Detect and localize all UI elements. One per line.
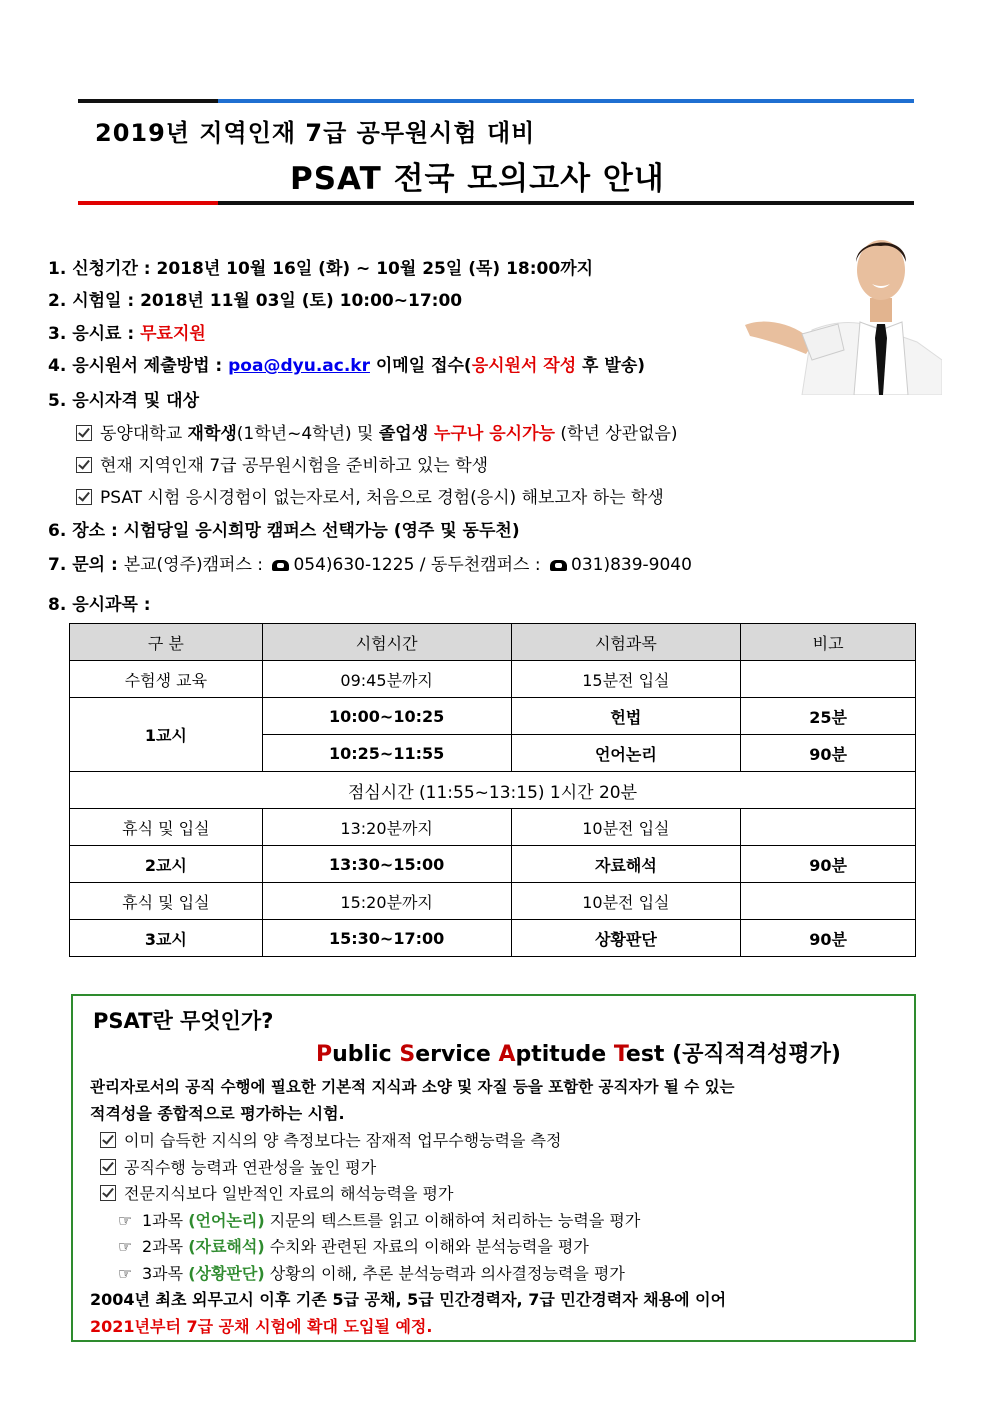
psat-desc-2: 적격성을 종합적으로 평가하는 시험. — [90, 1104, 345, 1123]
word-est: est (공직적격성평가) — [625, 1042, 841, 1067]
table-row — [70, 698, 916, 735]
q1-f: (학년 상관없음) — [554, 424, 678, 444]
cap-s: S — [399, 1042, 416, 1067]
table-cell: 언어논리 — [511, 735, 741, 772]
word-ervice: ervice — [415, 1042, 499, 1067]
q1-e: 누구나 응시가능 — [428, 424, 555, 444]
presenter-illustration — [742, 230, 942, 395]
table-header: 구 분 — [70, 624, 263, 661]
contact-label: 7. 문의 : — [48, 555, 124, 575]
schedule-table — [69, 623, 916, 957]
table-cell: 90분 — [741, 846, 916, 883]
table-cell: 상황판단 — [511, 920, 741, 957]
header-subtitle: 2019년 지역인재 7급 공무원시험 대비 — [95, 119, 536, 147]
psat-future: 2021년부터 7급 공채 시험에 확대 도입될 예정. — [90, 1317, 433, 1336]
table-cell: 10분전 입실 — [511, 883, 741, 920]
checkbox-icon — [76, 489, 92, 505]
cap-a: A — [498, 1042, 516, 1067]
checkbox-icon — [100, 1159, 116, 1175]
telephone-icon — [550, 560, 567, 571]
fee-value: 무료지원 — [140, 324, 206, 344]
item-subjects: 8. 응시과목 : — [48, 595, 151, 615]
pointing-hand-icon: ☞ — [117, 1237, 133, 1256]
table-cell: 15:30~17:00 — [262, 920, 511, 957]
table-row — [70, 846, 916, 883]
table-cell: 15:20분까지 — [262, 883, 511, 920]
pointing-hand-icon: ☞ — [117, 1264, 133, 1283]
psat-full-name — [316, 1037, 841, 1068]
s1-a: 1과목 — [142, 1211, 189, 1230]
psat-check-1-text: 이미 습득한 지식의 양 측정보다는 잠재적 업무수행능력을 측정 — [124, 1131, 562, 1150]
table-header: 시험시간 — [262, 624, 511, 661]
table-cell: 10:25~11:55 — [262, 735, 511, 772]
s2-a: 2과목 — [142, 1237, 189, 1256]
contact-campus-2: / 동두천캠퍼스 : — [414, 555, 546, 575]
table-cell: 15분전 입실 — [511, 661, 741, 698]
page-title: PSAT 전국 모의고사 안내 — [290, 161, 665, 197]
table-header: 비고 — [741, 624, 916, 661]
s3-b: (상황판단) — [188, 1264, 265, 1283]
pointing-hand-icon: ☞ — [117, 1211, 133, 1230]
table-cell: 10분전 입실 — [511, 809, 741, 846]
checkbox-icon — [100, 1185, 116, 1201]
psat-subject-1 — [112, 1208, 640, 1231]
telephone-icon — [272, 560, 289, 571]
table-cell: 13:30~15:00 — [262, 846, 511, 883]
table-cell: 25분 — [741, 698, 916, 735]
table-cell: 90분 — [741, 920, 916, 957]
item-eligibility: 5. 응시자격 및 대상 — [48, 391, 199, 411]
table-row — [70, 772, 916, 809]
table-cell-lunch: 점심시간 (11:55~13:15) 1시간 20분 — [70, 772, 916, 809]
item-fee — [48, 319, 206, 344]
q1-c: (1학년~4학년) 및 — [236, 424, 379, 444]
table-cell: 10:00~10:25 — [262, 698, 511, 735]
s2-c: 수치와 관련된 자료의 이해와 분석능력을 평가 — [264, 1237, 589, 1256]
psat-question: PSAT란 무엇인가? — [93, 1009, 274, 1033]
checkbox-icon — [100, 1132, 116, 1148]
table-cell: 자료해석 — [511, 846, 741, 883]
email-link[interactable]: poa@dyu.ac.kr — [228, 356, 370, 376]
contact-phone-1: 054)630-1225 — [293, 555, 415, 575]
table-cell: 2교시 — [70, 846, 263, 883]
word-ptitude: ptitude — [515, 1042, 614, 1067]
psat-check-3 — [100, 1181, 453, 1204]
eligibility-check-3 — [76, 483, 664, 508]
item-exam-date: 2. 시험일 : 2018년 11월 03일 (토) 10:00~17:00 — [48, 291, 463, 311]
psat-subject-3 — [112, 1261, 625, 1284]
table-cell — [741, 809, 916, 846]
table-header: 시험과목 — [511, 624, 741, 661]
q2-text: 현재 지역인재 7급 공무원시험을 준비하고 있는 학생 — [100, 456, 489, 476]
table-cell: 휴식 및 입실 — [70, 883, 263, 920]
table-cell — [741, 883, 916, 920]
word-ublic: ublic — [332, 1042, 400, 1067]
cap-t: T — [613, 1042, 626, 1067]
s3-c: 상황의 이해, 추론 분석능력과 의사결정능력을 평가 — [264, 1264, 625, 1283]
item-contact — [48, 550, 692, 575]
s2-b: (자료해석) — [188, 1237, 265, 1256]
contact-campus-1: 본교(영주)캠퍼스 : — [123, 555, 269, 575]
psat-check-1 — [100, 1128, 561, 1151]
eligibility-check-2 — [76, 451, 488, 476]
table-row — [70, 661, 916, 698]
table-cell: 13:20분까지 — [262, 809, 511, 846]
psat-check-3-text: 전문지식보다 일반적인 자료의 해석능력을 평가 — [124, 1184, 454, 1203]
q1-d: 졸업생 — [378, 424, 429, 444]
header-bar-bottom-red — [78, 201, 218, 205]
item-location: 6. 장소 : 시험당일 응시희망 캠퍼스 선택가능 (영주 및 동두천) — [48, 521, 520, 541]
checkbox-icon — [76, 457, 92, 473]
header-bar-top-black — [78, 99, 218, 103]
submission-red: 응시원서 작성 — [471, 356, 577, 376]
table-cell: 09:45분까지 — [262, 661, 511, 698]
q1-b: 재학생 — [187, 424, 237, 444]
table-cell — [741, 661, 916, 698]
table-row — [70, 883, 916, 920]
table-cell: 휴식 및 입실 — [70, 809, 263, 846]
submission-label: 4. 응시원서 제출방법 : — [48, 356, 229, 376]
submission-end: 후 발송) — [576, 356, 646, 376]
cap-p: P — [316, 1042, 333, 1067]
table-cell: 3교시 — [70, 920, 263, 957]
item-submission — [48, 351, 645, 376]
psat-check-2-text: 공직수행 능력과 연관성을 높인 평가 — [124, 1158, 377, 1177]
psat-desc-1: 관리자로서의 공직 수행에 필요한 기본적 지식과 소양 및 자질 등을 포함한 공직자가 될 수 있는 — [90, 1078, 735, 1096]
psat-subject-2 — [112, 1234, 589, 1257]
item-application-period: 1. 신청기간 : 2018년 10월 16일 (화) ~ 10월 25일 (목) 18:00까지 — [48, 259, 594, 279]
checkbox-icon — [76, 425, 92, 441]
fee-label: 3. 응시료 : — [48, 324, 141, 344]
psat-check-2 — [100, 1155, 376, 1178]
header-bar-bottom-black — [218, 201, 914, 205]
table-cell: 수험생 교육 — [70, 661, 263, 698]
submission-mid: 이메일 접수( — [369, 356, 472, 376]
contact-phone-2: 031)839-9040 — [571, 555, 692, 575]
s3-a: 3과목 — [142, 1264, 189, 1283]
psat-history: 2004년 최초 외무고시 이후 기존 5급 공채, 5급 민간경력자, 7급 민간경력자 채용에 이어 — [90, 1290, 727, 1309]
table-header-row — [70, 624, 916, 661]
q3-text: PSAT 시험 응시경험이 없는자로서, 처음으로 경험(응시) 해보고자 하는 학생 — [100, 488, 664, 508]
s1-c: 지문의 텍스트를 읽고 이해하여 처리하는 능력을 평가 — [264, 1211, 641, 1230]
table-row — [70, 809, 916, 846]
table-cell: 90분 — [741, 735, 916, 772]
s1-b: (언어논리) — [188, 1211, 265, 1230]
table-row — [70, 920, 916, 957]
table-cell: 1교시 — [70, 698, 263, 772]
q1-a: 동양대학교 — [100, 424, 188, 444]
eligibility-check-1 — [76, 419, 678, 444]
table-cell: 헌법 — [511, 698, 741, 735]
header-bar-top-blue — [218, 99, 914, 103]
